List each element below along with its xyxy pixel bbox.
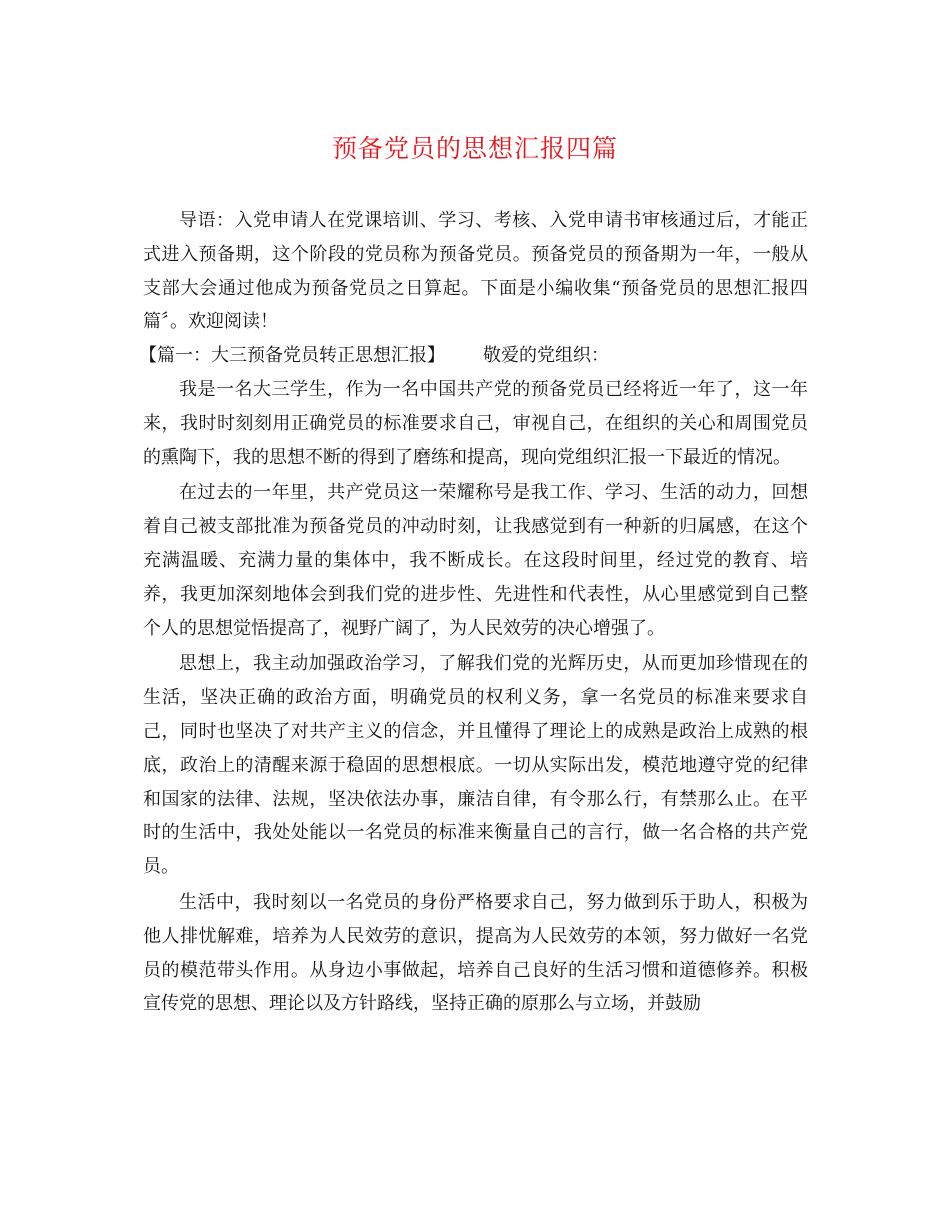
body-paragraph-3: 思想上，我主动加强政治学习，了解我们党的光辉历史，从而更加珍惜现在的生活，坚决正确的政治方面，明确党员的权利义务，拿一名党员的标准来要求自己，同时也坚决了对共产主义的信念，并且懂得了理论上的成熟是政治上成熟的根底，政治上的清醒来源于稳固的思想根底。一切从实际出发，模范地遵守党的纪律和国家的法律、法规，坚决依法办事，廉洁自律，有令那么行，有禁那么止。在平时的生活中，我处处能以一名党员的标准来衡量自己的言行，做一名合格的共产党员。	[143, 653, 808, 878]
body-paragraph-2: 在过去的一年里，共产党员这一荣耀称号是我工作、学习、生活的动力，回想着自己被支部批准为预备党员的冲动时刻，让我感觉到有一种新的归属感，在这个充满温暖、充满力量的集体中，我不断成长。在这段时间里，经过党的教育、培养，我更加深刻地体会到我们党的进步性、先进性和代表性，从心里感觉到自己整个人的思想觉悟提高了，视野广阔了，为人民效劳的决心增强了。	[143, 482, 808, 639]
document-title: 预备党员的思想汇报四篇	[331, 134, 618, 163]
intro-paragraph: 导语：入党申请人在党课培训、学习、考核、入党申请书审核通过后，才能正式进入预备期，这个阶段的党员称为预备党员。预备党员的预备期为一年，一般从支部大会通过他成为预备党员之日算起。下面是小编收集“预备党员的思想汇报四篇〞。欢迎阅读！	[143, 210, 808, 333]
section-heading-line	[139, 339, 808, 373]
salutation: 敬爱的党组织：	[483, 345, 609, 367]
body-paragraph-4: 生活中，我时刻以一名党员的身份严格要求自己，努力做到乐于助人，积极为他人排忧解难，培养为人民效劳的意识，提高为人民效劳的本领，努力做好一名党员的模范带头作用。从身边小事做起，培养自己良好的生活习惯和道德修养。积极宣传党的思想、理论以及方针路线，坚持正确的原那么与立场，并鼓励	[143, 891, 808, 1015]
document-body	[139, 204, 808, 1021]
section-heading: 【篇一：大三预备党员转正思想汇报】	[139, 345, 445, 367]
body-paragraph-1: 我是一名大三学生，作为一名中国共产党的预备党员已经将近一年了，这一年来，我时时刻刻用正确党员的标准要求自己，审视自己，在组织的关心和周围党员的熏陶下，我的思想不断的得到了磨练和提高，现向党组织汇报一下最近的情况。	[143, 378, 808, 468]
